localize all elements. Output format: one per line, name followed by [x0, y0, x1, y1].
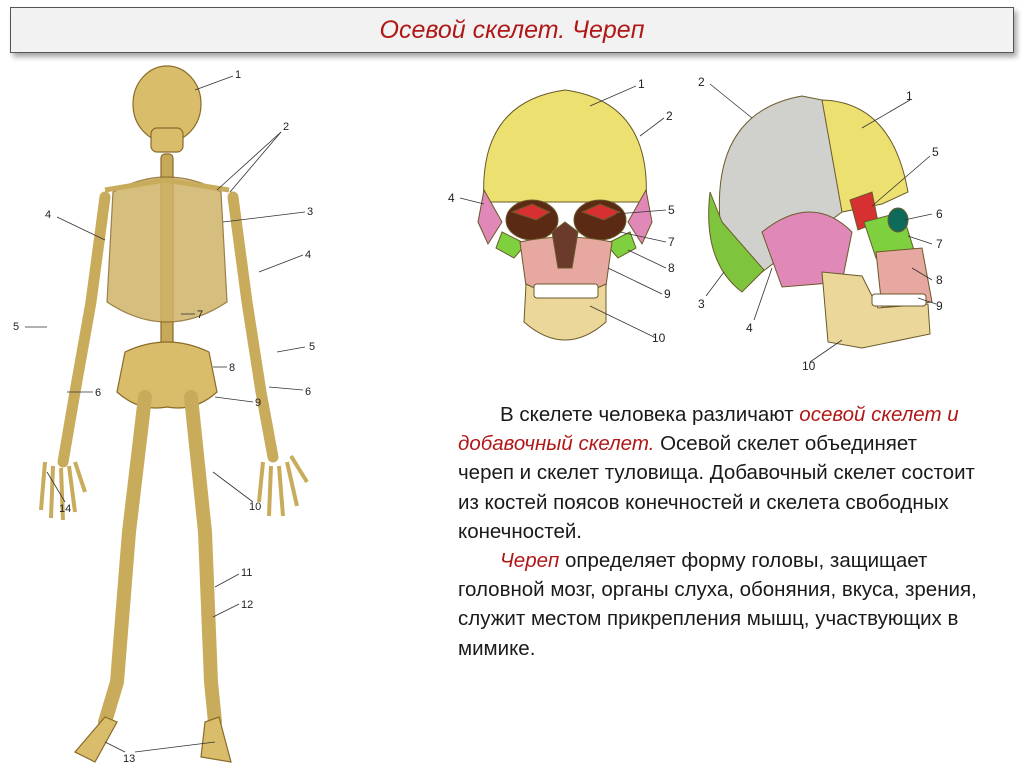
pelvis-shape [117, 342, 217, 408]
paragraph-skull [458, 546, 978, 663]
side-label-9: 9 [936, 299, 943, 313]
side-label-3: 3 [698, 297, 705, 311]
front-label-2: 2 [666, 109, 673, 123]
p2-term: Череп [500, 549, 560, 573]
skull-side-illustration [692, 72, 952, 377]
front-label-1: 1 [638, 77, 645, 91]
p2-text-after: определяет форму головы, защищает головной мозг, органы слуха, обоняния, вкуса, зрения, служит местом прикрепления мышц, участвующих в мимике. [458, 549, 977, 660]
label-10: 10 [249, 501, 262, 513]
side-label-8: 8 [936, 273, 943, 287]
right-leg-shape [105, 397, 145, 722]
front-label-4: 4 [448, 191, 455, 205]
p1-text-before: В скелете человека различают [500, 403, 800, 426]
jaw-shape [151, 128, 183, 152]
left-leg-shape [191, 397, 215, 722]
side-label-6: 6 [936, 207, 943, 221]
label-1: 1 [235, 69, 242, 81]
p1-text-after: Осевой скелет объединяет череп и скелет туловища. Добавочный скелет состоит из костей поясов конечностей и скелета свободных конечностей. [458, 432, 975, 543]
front-label-8: 8 [668, 261, 675, 275]
right-foot-shape [75, 717, 117, 762]
skull-front-illustration [440, 72, 690, 362]
skull-side-svg [692, 72, 952, 377]
label-6-left: 6 [305, 386, 312, 398]
front-label-9: 9 [664, 287, 671, 301]
side-label-1: 1 [906, 89, 913, 103]
front-label-10: 10 [652, 331, 666, 345]
label-3: 3 [307, 206, 314, 218]
label-11: 11 [241, 567, 253, 579]
side-label-10: 10 [802, 359, 816, 373]
label-9: 9 [255, 397, 262, 409]
label-5-left: 5 [309, 341, 316, 353]
left-arm-shape [233, 197, 273, 457]
side-label-2: 2 [698, 75, 705, 89]
frontal-bone-shape [484, 90, 647, 202]
label-4-left: 4 [305, 249, 312, 261]
ribcage-shape [107, 177, 227, 322]
label-7: 7 [197, 309, 204, 321]
left-hand-shape [259, 456, 307, 516]
label-14: 14 [59, 503, 72, 515]
label-8: 8 [229, 362, 236, 374]
label-5-right: 5 [13, 321, 20, 333]
label-2: 2 [283, 121, 290, 133]
skeleton-illustration [5, 62, 335, 765]
front-label-7: 7 [668, 235, 675, 249]
skeleton-svg [5, 62, 335, 765]
p1-term: осевой скелет и добавочный скелет. [458, 403, 959, 456]
front-label-5: 5 [668, 203, 675, 217]
side-label-5: 5 [932, 145, 939, 159]
paragraph-axial-skeleton [458, 400, 978, 546]
teeth-shape [534, 284, 598, 298]
skull-front-svg [440, 72, 690, 362]
label-6-right: 6 [95, 387, 102, 399]
side-label-4: 4 [746, 321, 753, 335]
side-label-7: 7 [936, 237, 943, 251]
slide-title: Осевой скелет. Череп [379, 15, 645, 44]
label-12: 12 [241, 599, 254, 611]
teeth-side-shape [872, 294, 926, 306]
body-text [458, 400, 978, 663]
label-13: 13 [123, 753, 136, 765]
left-foot-shape [201, 717, 231, 762]
title-bar [10, 7, 1014, 53]
label-4-right: 4 [45, 209, 52, 221]
